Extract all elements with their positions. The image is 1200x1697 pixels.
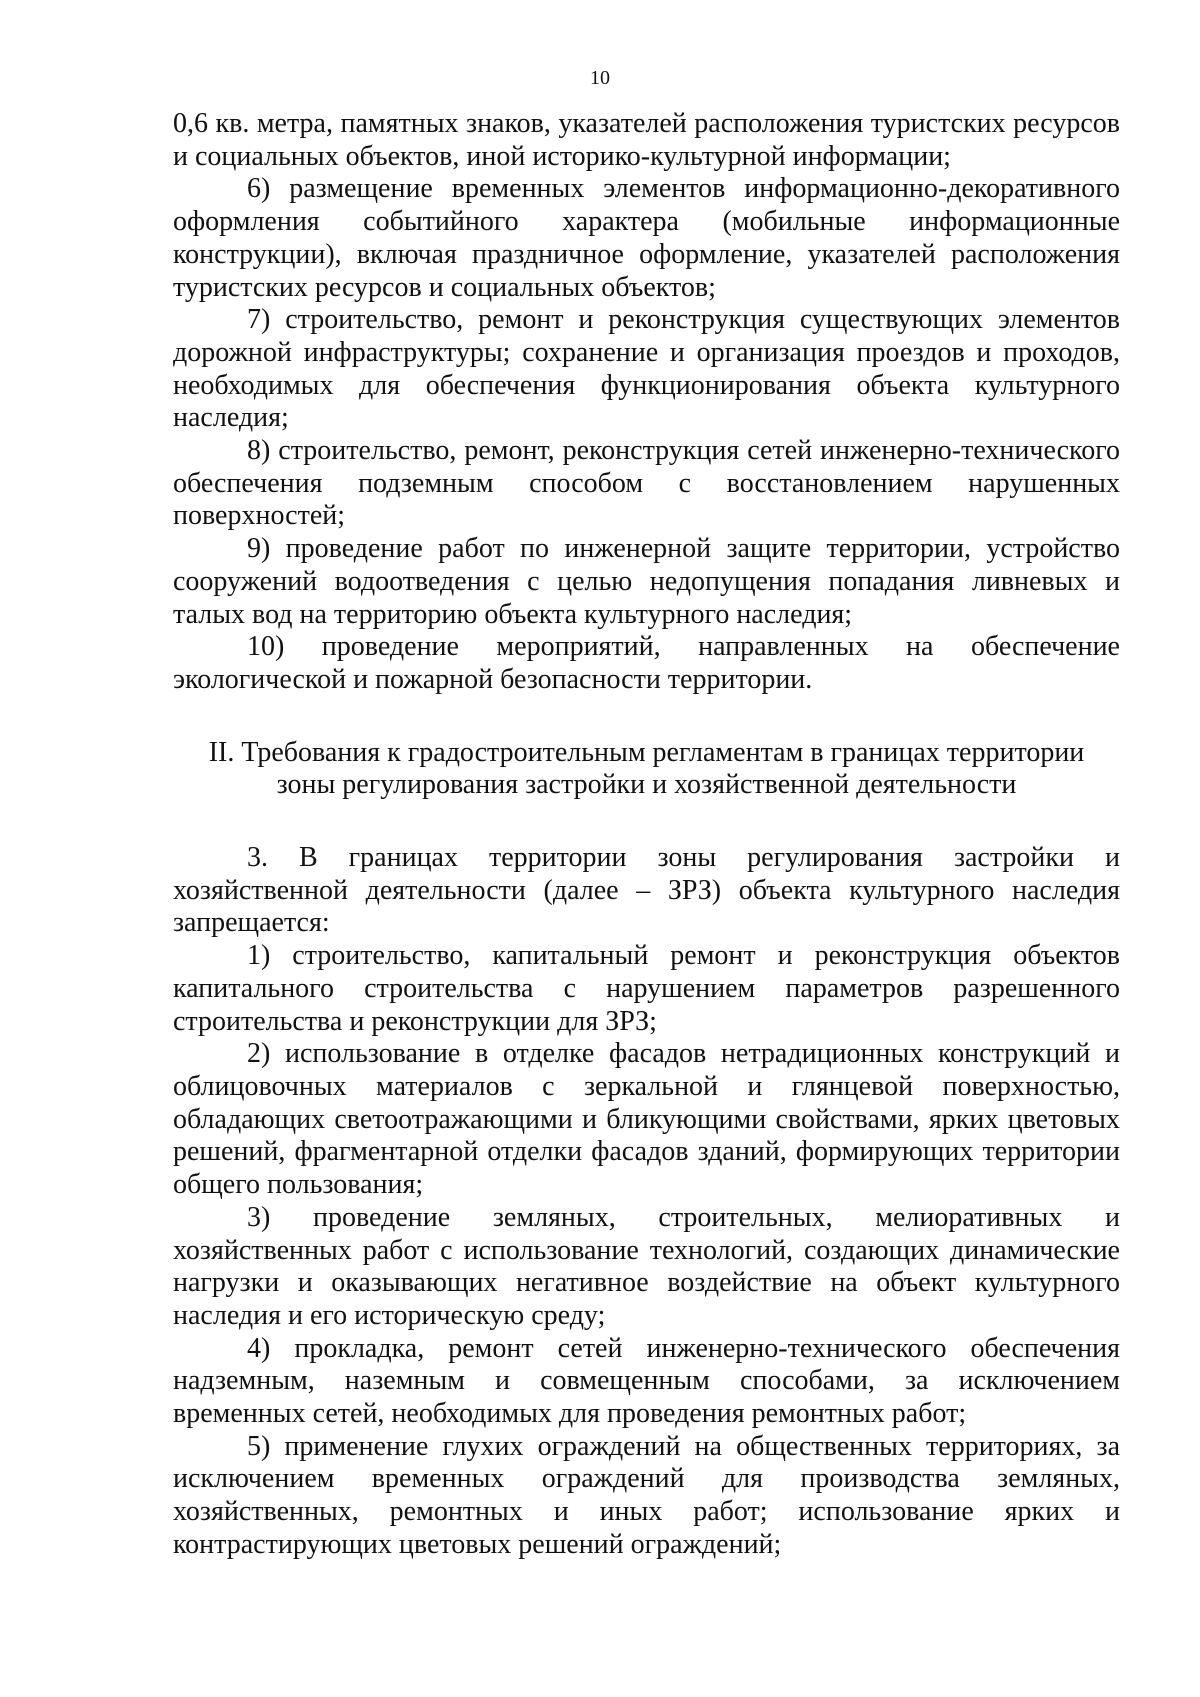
list-item-9: 9) проведение работ по инженерной защите территории, устройство сооружений водоотведения с целью недопущения попадания ливневых и талых вод на территорию объекта культурного наследия; xyxy=(173,533,1120,630)
document-body xyxy=(173,108,1120,1562)
list-item-10: 10) проведение мероприятий, направленных на обеспечение экологической и пожарной безопасности территории. xyxy=(173,631,1120,695)
list-item-6: 6) размещение временных элементов информационно-декоративного оформления событийного характера (мобильные информационные конструкции), включая праздничное оформление, указателей расположения туристских ресурсов и социальных объектов; xyxy=(173,173,1120,303)
section-intro-paragraph: 3. В границах территории зоны регулирования застройки и хозяйственной деятельности (далее – ЗРЗ) объекта культурного наследия запрещается: xyxy=(173,842,1120,939)
prohibition-item-4: 4) прокладка, ремонт сетей инженерно-технического обеспечения надземным, наземным и совмещенным способами, за исключением временных сетей, необходимых для проведения ремонтных работ; xyxy=(173,1332,1120,1430)
list-item-8: 8) строительство, ремонт, реконструкция сетей инженерно-технического обеспечения подземным способом с восстановлением нарушенных поверхностей; xyxy=(173,435,1120,532)
prohibition-item-3: 3) проведение земляных, строительных, мелиоративных и хозяйственных работ с использование технологий, создающих динамические нагрузки и оказывающих негативное воздействие на объект культурного наследия и его историческую среду; xyxy=(173,1201,1120,1331)
prohibition-item-5: 5) применение глухих ограждений на общественных территориях, за исключением временных ограждений для производства земляных, хозяйственных, ремонтных и иных работ; использование ярких и контрастирующих цветовых решений ограждений; xyxy=(173,1430,1120,1560)
section-heading-line-1: II. Требования к градостроительным регламентам в границах территории xyxy=(208,736,1085,768)
page-number: 10 xyxy=(590,67,610,89)
prohibition-item-2: 2) использование в отделке фасадов нетрадиционных конструкций и облицовочных материалов с зеркальной и глянцевой поверхностью, обладающих светоотражающими и бликующими свойствами, ярких цветовых решений, фрагментарной отделки фасадов зданий, формирующих территории общего пользования; xyxy=(173,1038,1120,1201)
section-heading xyxy=(173,697,1120,842)
list-item-7: 7) строительство, ремонт и реконструкция существующих элементов дорожной инфраструктуры; сохранение и организация проездов и проходов, необходимых для обеспечения функционирования объекта культурного наследия; xyxy=(173,304,1120,434)
prohibition-item-1: 1) строительство, капитальный ремонт и реконструкция объектов капитального строительства с нарушением параметров разрешенного строительства и реконструкции для ЗРЗ; xyxy=(173,940,1120,1037)
continuation-paragraph: 0,6 кв. метра, памятных знаков, указателей расположения туристских ресурсов и социальных объектов, иной историко-культурной информации; xyxy=(173,108,1120,172)
section-heading-line-2: зоны регулирования застройки и хозяйственной деятельности xyxy=(276,769,1017,801)
